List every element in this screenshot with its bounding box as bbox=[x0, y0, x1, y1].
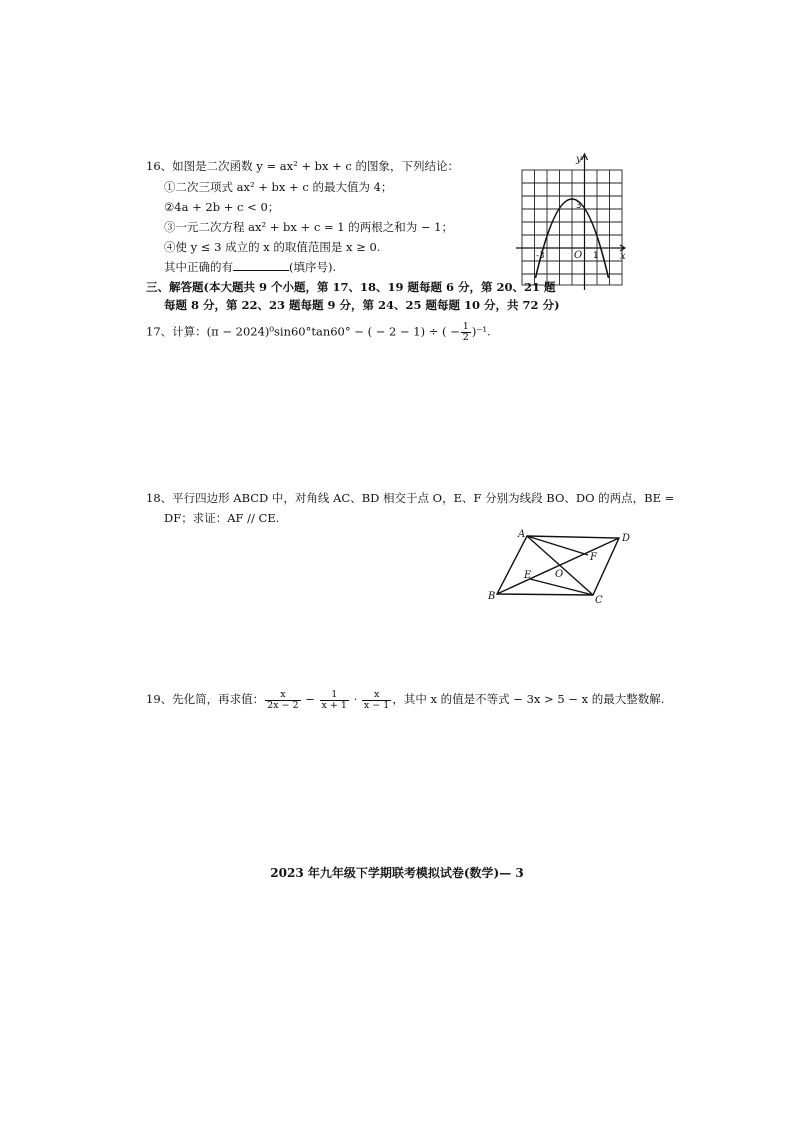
q18-line1: 18、平行四边形 ABCD 中，对角线 AC、BD 相交于点 O，E、F 分别为线段 BO、DO 的两点，BE = bbox=[146, 491, 675, 505]
point-e-label: E bbox=[524, 570, 532, 581]
q16-conclusion-4: ④使 y ≤ 3 成立的 x 的取值范围是 x ≥ 0. bbox=[164, 240, 381, 254]
q19-fraction-2 bbox=[320, 690, 349, 711]
x-axis-label: x bbox=[620, 251, 626, 262]
q19-f1-num: x bbox=[265, 690, 300, 701]
tick-3: 3 bbox=[576, 201, 582, 211]
q19-f3-den: x − 1 bbox=[363, 699, 390, 711]
section3-header-line2: 每题 8 分，第 22、23 题每题 9 分，第 24、25 题每题 10 分，共 72 分) bbox=[164, 298, 560, 312]
q19-expression bbox=[146, 687, 664, 711]
page-footer: 2023 年九年级下学期联考模拟试卷(数学)— 3 bbox=[270, 866, 524, 880]
q16-stem: 16、如图是二次函数 y = ax² + bx + c 的图象，下列结论： bbox=[146, 159, 460, 173]
q17-expression bbox=[146, 322, 491, 343]
q17-fraction bbox=[461, 322, 471, 343]
q19-fraction-1 bbox=[265, 690, 300, 711]
origin-label: O bbox=[574, 250, 583, 261]
q19-f1-den: 2x − 2 bbox=[267, 699, 299, 711]
answer-blank[interactable] bbox=[233, 260, 289, 271]
vertex-b-label: B bbox=[488, 591, 496, 602]
q19-dot: · bbox=[353, 692, 358, 706]
q19-f2-num: 1 bbox=[320, 690, 349, 701]
q17-frac-num: 1 bbox=[462, 321, 469, 332]
q16-answer-line bbox=[164, 260, 336, 274]
point-f-label: F bbox=[590, 552, 597, 563]
q16-conclusion-2: ②4a + 2b + c < 0； bbox=[164, 200, 280, 214]
point-o-label: O bbox=[555, 569, 564, 580]
q16-conclusion-1: ①二次三项式 ax² + bx + c 的最大值为 4； bbox=[164, 180, 393, 194]
q16-conclusion-3: ③一元二次方程 ax² + bx + c = 1 的两根之和为 − 1； bbox=[164, 220, 453, 234]
section3-header-line1: 三、解答题(本大题共 9 个小题，第 17、18、19 题每题 6 分，第 20、21 题 bbox=[146, 280, 556, 294]
q16-ask-suffix: (填序号). bbox=[289, 260, 337, 274]
vertex-c-label: C bbox=[595, 595, 603, 606]
q18-line2: DF；求证：AF // CE. bbox=[164, 511, 280, 525]
tick-neg3: -3 bbox=[536, 251, 545, 261]
q16-ask-prefix: 其中正确的有 bbox=[164, 260, 233, 274]
q19-f3-num: x bbox=[362, 690, 391, 701]
q19-prefix: 19、先化简，再求值： bbox=[146, 692, 265, 706]
vertex-a-label: A bbox=[518, 529, 526, 540]
parallelogram-figure bbox=[485, 525, 635, 605]
graph-grid bbox=[522, 170, 622, 285]
tick-1: 1 bbox=[593, 251, 599, 261]
q17-suffix: )⁻¹. bbox=[471, 324, 491, 339]
parabola-graph bbox=[512, 150, 632, 290]
q19-minus: − bbox=[305, 692, 315, 706]
segment-af bbox=[527, 536, 588, 555]
q19-f2-den: x + 1 bbox=[321, 699, 347, 711]
q17-prefix: 17、计算：(π − 2024)⁰sin60°tan60° − ( − 2 − 1) ÷ ( − bbox=[146, 324, 460, 339]
q17-frac-den: 2 bbox=[462, 332, 469, 343]
q19-fraction-3 bbox=[362, 690, 391, 711]
vertex-d-label: D bbox=[622, 533, 631, 544]
q19-suffix: ，其中 x 的值是不等式 − 3x > 5 − x 的最大整数解. bbox=[392, 692, 665, 706]
y-axis-label: y bbox=[576, 154, 582, 165]
